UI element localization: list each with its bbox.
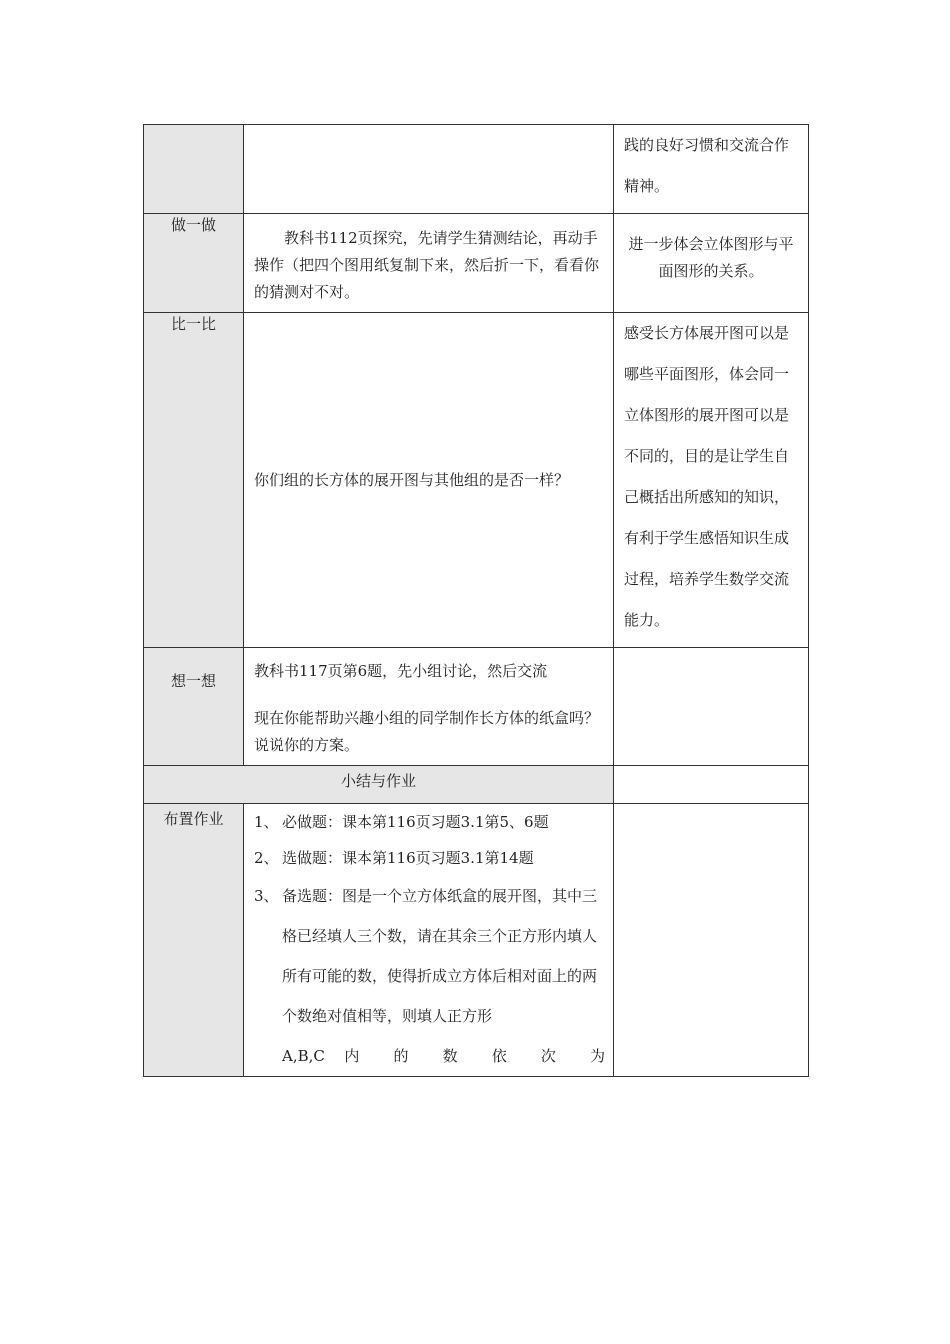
- list-item: A,B,C 内 的 数 依 次 为: [282, 1047, 605, 1065]
- row-purpose: [614, 313, 809, 648]
- row-purpose: [614, 766, 809, 804]
- summary-header: 小结与作业: [144, 766, 614, 804]
- row-content: [244, 214, 614, 313]
- content-text: 你们组的长方体的展开图与其他组的是否一样？: [254, 470, 570, 489]
- table-row: [144, 214, 809, 313]
- table-row: [144, 766, 809, 804]
- row-label: 做一做: [144, 214, 244, 313]
- row-purpose: [614, 214, 809, 313]
- list-item: 2、 选做题：课本第116页习题3.1第14题: [254, 849, 534, 867]
- row-content: [244, 313, 614, 648]
- purpose-text: 感受长方体展开图可以是哪些平面图形，体会同一立体图形的展开图可以是不同的，目的是让学生自己概括出所感知的知识，有利于学生感悟知识生成过程，培养学生数学交流能力。: [624, 324, 790, 629]
- row-label: 比一比: [144, 313, 244, 648]
- lesson-plan-table: [143, 124, 809, 1077]
- row-label: [144, 125, 244, 214]
- content-text: 现在你能帮助兴趣小组的同学制作长方体的纸盒吗？说说你的方案。: [254, 709, 600, 754]
- row-purpose: [614, 648, 809, 766]
- row-label: 想一想: [144, 648, 244, 766]
- table-row: [144, 125, 809, 214]
- table-row: [144, 804, 809, 1077]
- list-item: 1、 必做题：课本第116页习题3.1第5、6题: [254, 813, 549, 831]
- row-purpose: [614, 125, 809, 214]
- content-text: 教科书117页第6题，先小组讨论，然后交流: [254, 662, 548, 680]
- homework-content: [244, 804, 614, 1077]
- row-content: [244, 125, 614, 214]
- purpose-text: 践的良好习惯和交流合作精神。: [624, 136, 790, 195]
- row-content: [244, 648, 614, 766]
- content-text: 教科书112页探究，先请学生猜测结论，再动手操作（把四个图用纸复制下来，然后折一下，看看你的猜测对不对。: [254, 229, 600, 301]
- table-row: [144, 313, 809, 648]
- table-row: [144, 648, 809, 766]
- homework-list: [244, 804, 613, 1076]
- list-item: 3、 备选题：图是一个立方体纸盒的展开图，其中三格已经填人三个数，请在其余三个正方形内填人所有可能的数，使得折成立方体后相对面上的两个数绝对值相等，则填人正方形: [254, 887, 598, 1025]
- row-label: 布置作业: [144, 804, 244, 1077]
- purpose-text: 进一步体会立体图形与平面图形的关系。: [628, 235, 794, 280]
- row-purpose: [614, 804, 809, 1077]
